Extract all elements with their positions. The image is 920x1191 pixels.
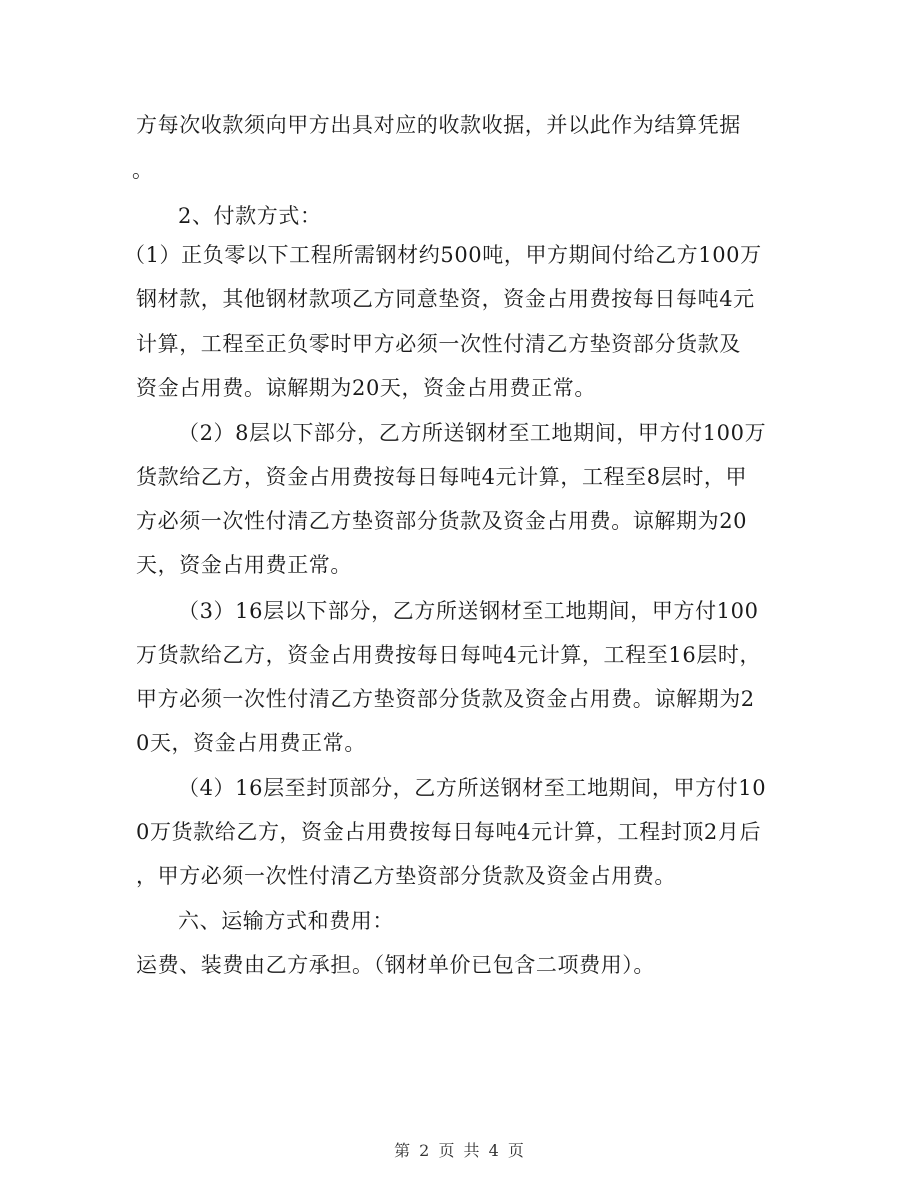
section-heading: 2、付款方式： — [178, 204, 322, 228]
text-line: （2）8层以下部分，乙方所送钢材至工地期间，甲方付100万 — [178, 421, 767, 445]
text-line: 。 — [132, 158, 154, 182]
text-line: 0万货款给乙方，资金占用费按每日每吨4元计算，工程封顶2月后 — [136, 820, 762, 844]
text-line: ，甲方必须一次性付清乙方垫资部分货款及资金占用费。 — [136, 864, 676, 888]
text-line: 0天，资金占用费正常。 — [136, 731, 366, 755]
text-line: 甲方必须一次性付清乙方垫资部分货款及资金占用费。谅解期为2 — [136, 687, 755, 711]
text-line: 万货款给乙方，资金占用费按每日每吨4元计算，工程至16层时， — [136, 643, 762, 667]
text-line: 方每次收款须向甲方出具对应的收款收据，并以此作为结算凭据 — [136, 113, 741, 137]
page-number-footer: 第 2 页 共 4 页 — [394, 1141, 526, 1160]
text-line: 运费、装费由乙方承担。（钢材单价已包含二项费用）。 — [136, 953, 655, 977]
section-heading: 六、运输方式和费用： — [178, 909, 394, 933]
text-line: （3）16层以下部分，乙方所送钢材至工地期间，甲方付100 — [178, 599, 759, 623]
text-line: 货款给乙方，资金占用费按每日每吨4元计算，工程至8层时，甲 — [136, 465, 748, 489]
text-line: 计算，工程至正负零时甲方必须一次性付清乙方垫资部分货款及 — [136, 332, 741, 356]
text-line: （1）正负零以下工程所需钢材约500吨，甲方期间付给乙方100万 — [124, 243, 762, 267]
text-line: （4）16层至封顶部分，乙方所送钢材至工地期间，甲方付10 — [178, 776, 767, 800]
text-line: 资金占用费。谅解期为20天，资金占用费正常。 — [136, 376, 596, 400]
text-line: 方必须一次性付清乙方垫资部分货款及资金占用费。谅解期为20 — [136, 509, 748, 533]
text-line: 天，资金占用费正常。 — [136, 553, 352, 577]
text-line: 钢材款，其他钢材款项乙方同意垫资，资金占用费按每日每吨4元 — [136, 287, 755, 311]
